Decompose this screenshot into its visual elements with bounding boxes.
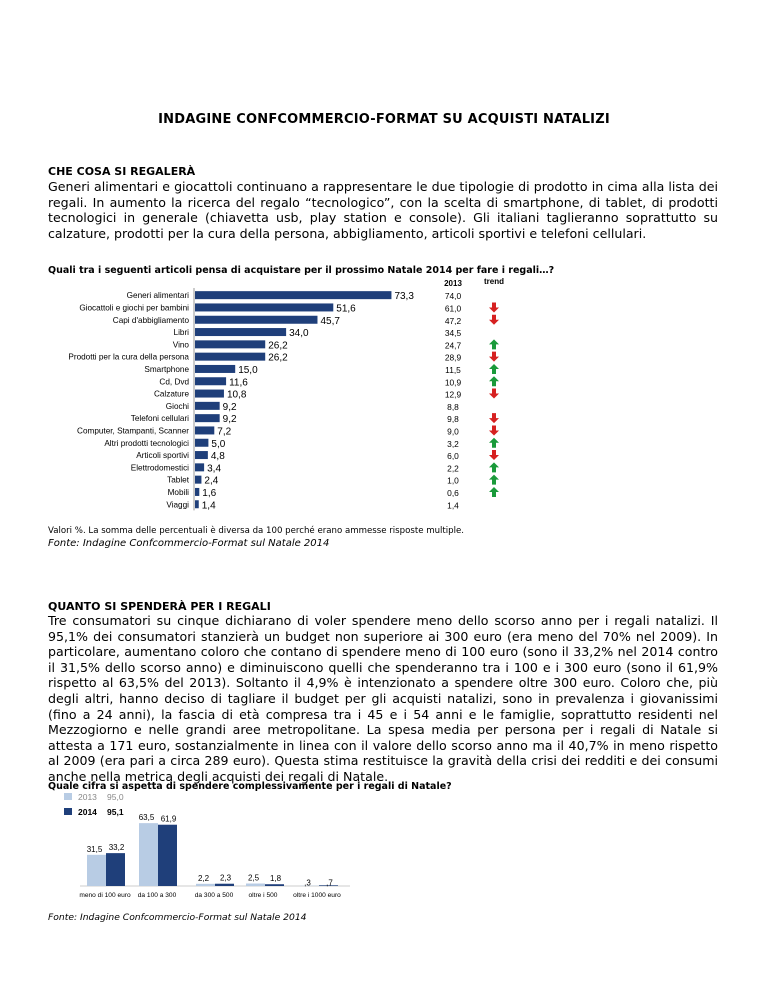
bar xyxy=(195,365,235,373)
category-label: Viaggi xyxy=(166,500,189,510)
bar-value-label: 26,2 xyxy=(268,340,288,352)
bar-value-label: 11,6 xyxy=(229,377,248,389)
bar-2014 xyxy=(158,825,177,886)
bar-value-label: 7,2 xyxy=(217,426,232,438)
column-header-2013: 2013 xyxy=(444,279,462,288)
bar-value-label: 33,2 xyxy=(108,843,125,853)
trend-up-arrow-icon xyxy=(489,376,499,386)
category-label: Altri prodotti tecnologici xyxy=(104,438,189,448)
bar-value-label: 34,0 xyxy=(289,328,309,340)
trend-up-arrow-icon xyxy=(489,438,499,448)
bar-value-label: 2,5 xyxy=(247,873,260,883)
value-2013: 8,8 xyxy=(447,401,459,412)
value-2013: 34,5 xyxy=(444,328,462,339)
category-label: Calzature xyxy=(153,389,189,399)
bar-value-label: 31,5 xyxy=(86,844,103,854)
category-label: Telefoni cellulari xyxy=(130,414,189,424)
bar xyxy=(195,463,204,471)
bar xyxy=(195,316,317,324)
chart-question-items: Quali tra i seguenti articoli pensa di acquistare per il prossimo Natale 2014 per fare i regali…? xyxy=(48,265,555,276)
bar xyxy=(195,303,333,311)
bar-2014 xyxy=(265,884,284,886)
category-label: oltre i 1000 euro xyxy=(293,892,341,899)
trend-up-arrow-icon xyxy=(489,339,499,349)
bar-2013 xyxy=(246,884,265,886)
category-label: Giochi xyxy=(165,401,189,411)
bar-value-label: 73,3 xyxy=(394,291,414,303)
category-label: Capi d'abbigliamento xyxy=(112,315,189,325)
value-2013: 47,2 xyxy=(444,315,462,326)
legend-label: 2013 xyxy=(78,792,97,802)
trend-down-arrow-icon xyxy=(489,413,499,423)
bar-value-label: 3,4 xyxy=(207,463,222,475)
bar-2014 xyxy=(106,853,125,886)
bar-value-label: 63,5 xyxy=(138,813,155,823)
trend-down-arrow-icon xyxy=(489,315,499,325)
value-2013: 1,0 xyxy=(447,475,459,486)
trend-down-arrow-icon xyxy=(489,302,499,312)
value-2013: 1,4 xyxy=(447,500,459,511)
bar-value-label: 2,3 xyxy=(219,873,232,883)
value-2013: 2,2 xyxy=(447,463,459,474)
spending-bar-chart xyxy=(0,790,768,910)
bar-2013 xyxy=(139,823,158,886)
source-note-2: Fonte: Indagine Confcommercio-Format sul Natale 2014 xyxy=(48,912,307,923)
category-label: da 300 a 500 xyxy=(194,892,234,899)
bar xyxy=(195,488,199,496)
bar xyxy=(195,414,220,422)
bar-value-label: 2,4 xyxy=(204,475,219,487)
bar-value-label: 4,8 xyxy=(210,451,225,463)
value-2013: 9,0 xyxy=(447,426,459,437)
bar xyxy=(195,476,201,484)
bar-2013 xyxy=(196,884,215,886)
bar xyxy=(195,390,224,398)
bar-value-label: 9,2 xyxy=(222,401,237,413)
bar-value-label: 9,2 xyxy=(222,414,237,426)
category-label: meno di 100 euro xyxy=(79,892,131,899)
document-title: INDAGINE CONFCOMMERCIO-FORMAT SU ACQUISTI NATALIZI xyxy=(158,112,610,127)
section-paragraph-gifts: Generi alimentari e giocattoli continuano a rappresentare le due tipologie di prodotto in cima alla lista dei regali. In aumento la ricerca del regalo “tecnologico”, con la scelta di smartphone, di tablet, di prodotti tecnologici in generale (chiavetta usb, play station e console). Gli italiani taglieranno soprattutto su calzature, prodotti per la cura della persona, abbigliamento, articoli sportivi e telefoni cellulari. xyxy=(48,179,718,241)
bar xyxy=(195,402,220,410)
bar-value-label: 26,2 xyxy=(268,352,288,364)
legend-label: 2014 xyxy=(78,807,97,817)
bar-value-label: 45,7 xyxy=(320,315,340,327)
legend-total: 95,0 xyxy=(107,792,124,802)
bar-value-label: 2,2 xyxy=(197,873,210,883)
bar xyxy=(195,353,265,361)
category-label: Mobili xyxy=(167,487,189,497)
bar xyxy=(195,291,391,299)
items-bar-chart xyxy=(0,276,768,524)
category-label: Generi alimentari xyxy=(126,291,189,301)
trend-up-arrow-icon xyxy=(489,364,499,374)
value-2013: 0,6 xyxy=(447,487,459,498)
value-2013: 24,7 xyxy=(444,340,462,351)
bar-value-label: 51,6 xyxy=(336,303,356,315)
chart-note: Valori %. La somma delle percentuali è diversa da 100 perché erano ammesse risposte multiple. xyxy=(48,526,465,536)
value-2013: 9,8 xyxy=(447,414,459,425)
section-heading-spending: QUANTO SI SPENDERÀ PER I REGALI xyxy=(48,600,271,613)
bar xyxy=(195,377,226,385)
bar xyxy=(195,439,208,447)
bar-value-label: 15,0 xyxy=(238,364,258,376)
legend-swatch xyxy=(64,793,72,800)
category-label: da 100 a 300 xyxy=(137,892,177,899)
trend-down-arrow-icon xyxy=(489,389,499,399)
chart-question-spending: Quale cifra si aspetta di spendere complessivamente per i regali di Natale? xyxy=(48,781,452,792)
trend-up-arrow-icon xyxy=(489,462,499,472)
category-label: Prodotti per la cura della persona xyxy=(68,352,189,362)
bar-value-label: 61,9 xyxy=(160,814,177,824)
bar xyxy=(195,426,214,434)
category-label: Computer, Stampanti, Scanner xyxy=(77,426,189,436)
value-2013: 28,9 xyxy=(444,352,462,363)
value-2013: 61,0 xyxy=(444,303,462,314)
bar xyxy=(195,451,208,459)
category-label: oltre i 500 xyxy=(248,892,278,899)
value-2013: 11,5 xyxy=(445,364,461,375)
bar-value-label: 5,0 xyxy=(211,438,226,450)
section-paragraph-spending: Tre consumatori su cinque dichiarano di voler spendere meno dello scorso anno per i regali natalizi. Il 95,1% dei consumatori stanzierà un budget non superiore ai 300 euro (era meno del 70% nel 2009). In particolare, aumentano coloro che contano di spendere meno di 100 euro (sono il 33,2% nel 2014 contro il 31,5% dello scorso anno) e diminuiscono quelli che spenderanno tra i 100 e i 300 euro (sono il 61,9% rispetto al 63,5% del 2013). Soltanto il 4,9% è intenzionato a spendere oltre 300 euro. Coloro che, più degli altri, hanno deciso di tagliare il budget per gli acquisti natalizi, sono in prevalenza i giovanissimi (fino a 24 anni), la fascia di età compresa tra i 45 e i 54 anni e le famiglie, soprattutto residenti nel Mezzogiorno e nelle grandi aree metropolitane. La spesa media per persona per i regali di Natale si attesta a 171 euro, sostanzialmente in linea con il valore dello scorso anno ma il 40,7% in meno rispetto al 2009 (era pari a circa 289 euro). Questa stima restituisce la gravità della crisi dei redditi e dei consumi anche nella metrica degli acquisti dei regali di Natale. xyxy=(48,613,718,784)
value-2013: 3,2 xyxy=(447,438,459,449)
trend-down-arrow-icon xyxy=(489,352,499,362)
value-2013: 10,9 xyxy=(444,377,462,388)
value-2013: 12,9 xyxy=(444,389,462,400)
source-note-1: Fonte: Indagine Confcommercio-Format sul Natale 2014 xyxy=(48,538,330,549)
bar-value-label: 1,8 xyxy=(269,874,282,884)
bar xyxy=(195,340,265,348)
bar xyxy=(195,328,286,336)
category-label: Smartphone xyxy=(144,364,189,374)
category-label: Giocattoli e giochi per bambini xyxy=(79,303,189,313)
trend-down-arrow-icon xyxy=(489,425,499,435)
category-label: Elettrodomestici xyxy=(130,463,189,473)
trend-up-arrow-icon xyxy=(489,475,499,485)
legend-total: 95,1 xyxy=(107,807,124,817)
bar-value-label: 10,8 xyxy=(226,389,247,401)
bar-2014 xyxy=(215,884,234,886)
category-label: Articoli sportivi xyxy=(136,451,189,461)
legend-swatch xyxy=(64,808,72,815)
column-header-trend: trend xyxy=(484,277,504,286)
bar-value-label: 1,4 xyxy=(201,500,216,512)
category-label: Cd, Dvd xyxy=(159,377,189,387)
bar-value-label: ,3 xyxy=(304,878,311,888)
category-label: Tablet xyxy=(167,475,189,485)
value-2013: 6,0 xyxy=(447,451,459,462)
trend-up-arrow-icon xyxy=(489,487,499,497)
category-label: Libri xyxy=(173,328,189,338)
bar-value-label: ,7 xyxy=(326,878,333,888)
trend-down-arrow-icon xyxy=(489,450,499,460)
section-heading-gifts: CHE COSA SI REGALERÀ xyxy=(48,165,196,178)
bar-value-label: 1,6 xyxy=(202,487,217,499)
bar xyxy=(195,500,199,508)
bar-2013 xyxy=(87,855,106,886)
value-2013: 74,0 xyxy=(444,291,462,302)
category-label: Vino xyxy=(172,340,189,350)
